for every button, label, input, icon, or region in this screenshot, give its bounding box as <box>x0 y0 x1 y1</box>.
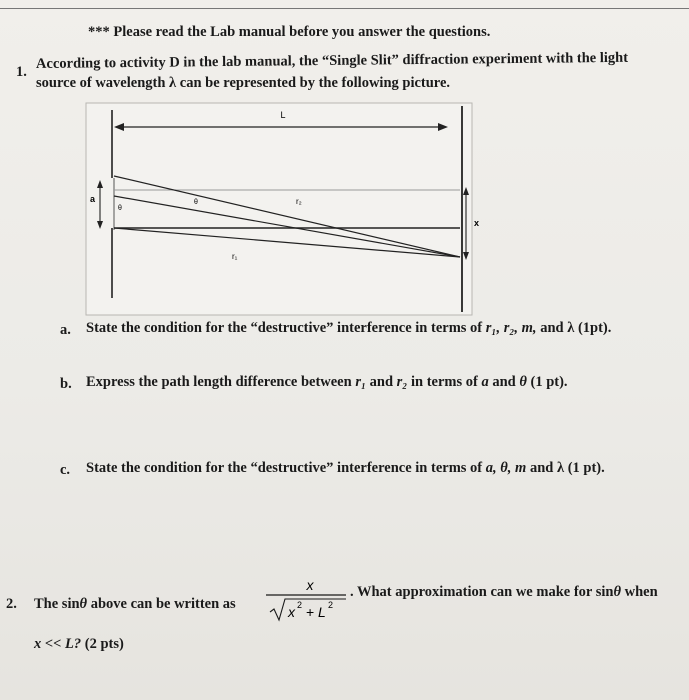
label-a: a <box>90 194 96 204</box>
part-a-text-before: State the condition for the “ <box>86 320 258 336</box>
label-r2: r₂ <box>296 197 302 206</box>
part-b-text-after: in terms of <box>407 374 482 390</box>
frac-den-L-sup: 2 <box>328 600 334 610</box>
q2-theta: θ <box>79 596 88 612</box>
question-1-number: 1. <box>16 64 27 80</box>
frac-numerator: x <box>306 577 314 593</box>
label-theta-small: θ <box>118 205 122 212</box>
label-theta-mid: θ <box>194 199 198 206</box>
label-x: x <box>474 218 480 228</box>
question-1-line-2: source of wavelength λ can be represented by the following picture. <box>36 75 451 91</box>
q2-sin: The sin <box>34 596 80 612</box>
part-c-text-before: State the condition for the “ <box>86 460 258 476</box>
instructions-banner: *** Please read the Lab manual before you answer the questions. <box>88 24 491 40</box>
part-c-text-after: ” interference in terms of <box>326 460 486 476</box>
part-b-label: b. <box>60 376 72 392</box>
q2-text-after: . What approximation can we make for sin <box>350 584 614 600</box>
part-b-text-before: Express the path length difference between <box>86 374 356 390</box>
part-b-and-2: and <box>488 374 520 390</box>
label-r1: r₁ <box>232 252 238 261</box>
part-c-emphasis: destructive <box>257 460 327 476</box>
part-b-r1: r₁ <box>355 374 367 390</box>
question-1-line-1: According to activity D in the lab manual, the “Single Slit” diffraction experiment with the light <box>35 49 629 72</box>
q2-expression: x << L? <box>34 636 82 652</box>
part-c-text <box>86 460 605 477</box>
part-c-tail: and λ (1 pt). <box>526 460 605 476</box>
part-b-a: a <box>481 374 489 390</box>
part-b-r2: r₂ <box>396 374 408 390</box>
part-b-text <box>86 374 568 391</box>
part-c-label: c. <box>60 462 71 478</box>
sine-fraction <box>262 576 348 624</box>
question-2-line-2 <box>34 636 124 653</box>
diagram-frame <box>86 103 472 315</box>
part-b-and: and <box>366 374 397 390</box>
part-a-label: a. <box>60 322 71 338</box>
part-b-tail: (1 pt). <box>526 374 568 390</box>
part-a-text-after: ” interference in terms of <box>326 320 486 336</box>
question-2-number: 2. <box>6 596 17 612</box>
frac-den-plus: + <box>306 604 315 620</box>
part-a-vars: r₁, r₂, m, <box>485 320 537 336</box>
part-a-text <box>86 320 611 337</box>
part-a-emphasis: destructive <box>257 320 327 336</box>
part-b-theta: θ <box>519 374 527 390</box>
question-2-text-end <box>350 584 658 601</box>
q2-theta-2: θ <box>613 584 621 600</box>
question-2-text-start <box>34 596 236 613</box>
frac-den-L: L <box>318 604 326 620</box>
q2-when: when <box>620 584 658 600</box>
frac-den-x-sup: 2 <box>297 600 303 610</box>
label-L: L <box>280 110 286 120</box>
part-c-vars: a, θ, m <box>485 460 527 476</box>
part-a-tail: and λ (1pt). <box>536 320 612 336</box>
q2-points: (2 pts) <box>81 636 124 652</box>
q2-text-mid: above can be written as <box>87 596 236 612</box>
frac-den-x: x <box>288 604 295 620</box>
